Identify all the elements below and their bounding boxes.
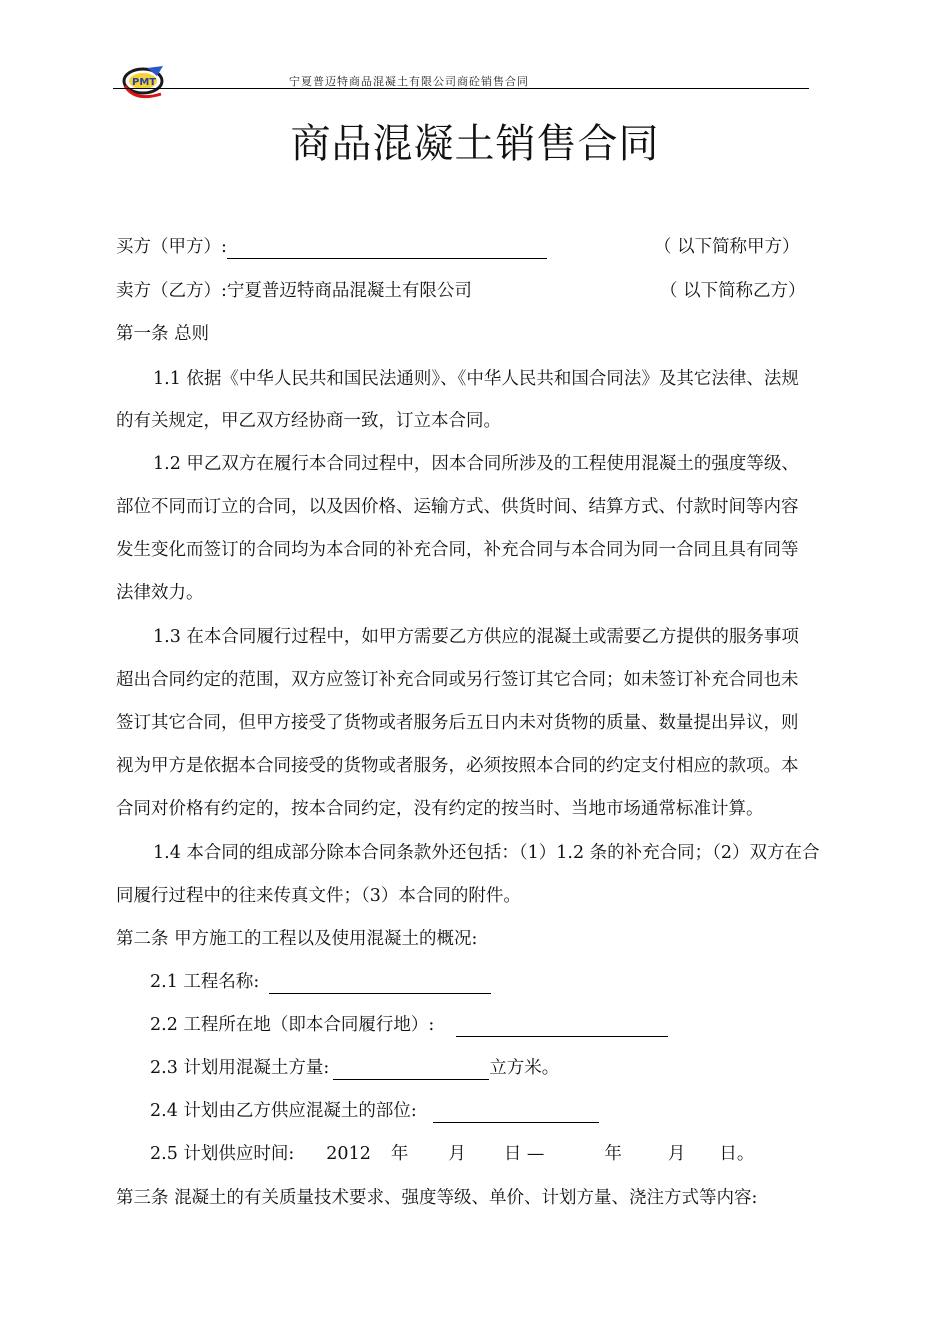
volume-unit: 立方米。 xyxy=(489,1058,560,1078)
article1-line: 法律效力。 xyxy=(116,583,204,603)
buyer-note: （ 以下简称甲方） xyxy=(654,237,800,257)
supply-time-label: 2.5 计划供应时间: xyxy=(150,1144,295,1164)
article1-line: 1.1 依据《中华人民共和国民法通则》、《中华人民共和国合同法》及其它法律、法规 xyxy=(153,369,799,389)
volume-blank[interactable] xyxy=(333,1059,489,1080)
item-2-1-row xyxy=(150,970,491,994)
seller-label: 卖方（乙方）: xyxy=(116,281,227,301)
project-location-label: 2.2 工程所在地（即本合同履行地）: xyxy=(150,1015,435,1035)
supply-month-char: 月 xyxy=(448,1144,466,1164)
svg-text:PMT: PMT xyxy=(132,77,157,88)
article1-line: 1.3 在本合同履行过程中，如甲方需要乙方供应的混凝土或需要乙方提供的服务事项 xyxy=(153,627,799,647)
article1-line: 视为甲方是依据本合同接受的货物或者服务，必须按照本合同的约定支付相应的款项。本 xyxy=(116,756,799,776)
project-location-blank[interactable] xyxy=(456,1016,668,1037)
article1-line: 发生变化而签订的合同均为本合同的补充合同，补充合同与本合同为同一合同且具有同等 xyxy=(116,540,799,560)
supply-part-label: 2.4 计划由乙方供应混凝土的部位: xyxy=(150,1101,417,1121)
buyer-row xyxy=(116,235,547,259)
article1-line: 部位不同而订立的合同，以及因价格、运输方式、供货时间、结算方式、付款时间等内容 xyxy=(116,497,799,517)
item-2-5-row xyxy=(150,1142,754,1166)
article1-line: 签订其它合同，但甲方接受了货物或者服务后五日内未对货物的质量、数量提出异议，则 xyxy=(116,713,799,733)
seller-name: 宁夏普迈特商品混凝土有限公司 xyxy=(226,281,472,301)
page-header xyxy=(113,64,809,104)
article2-heading: 第二条 甲方施工的工程以及使用混凝土的概况: xyxy=(116,929,478,949)
volume-label: 2.3 计划用混凝土方量: xyxy=(150,1058,330,1078)
supply-part-blank[interactable] xyxy=(433,1102,599,1123)
item-2-3-row xyxy=(150,1056,559,1080)
supply-end-day-char: 日。 xyxy=(719,1144,755,1164)
buyer-label: 买方（甲方）: xyxy=(116,237,227,257)
supply-start-year: 2012 xyxy=(326,1144,371,1164)
document-title: 商品混凝土销售合同 xyxy=(290,121,660,167)
article1-line: 超出合同约定的范围，双方应签订补充合同或另行签订其它合同；如未签订补充合同也未 xyxy=(116,670,799,690)
supply-end-year-char: 年 xyxy=(604,1144,622,1164)
supply-day-dash: 日 — xyxy=(503,1144,545,1164)
project-name-label: 2.1 工程名称: xyxy=(150,972,260,992)
supply-year-char: 年 xyxy=(390,1144,409,1164)
article1-heading: 第一条 总则 xyxy=(116,324,210,344)
item-2-4-row xyxy=(150,1099,599,1123)
article1-line: 合同对价格有约定的，按本合同约定，没有约定的按当时、当地市场通常标准计算。 xyxy=(116,799,764,819)
article1-line: 的有关规定，甲乙双方经协商一致，订立本合同。 xyxy=(116,411,501,431)
project-name-blank[interactable] xyxy=(269,973,491,994)
header-company-line: 宁夏普迈特商品混凝土有限公司商砼销售合同 xyxy=(289,75,529,88)
company-logo-icon xyxy=(117,64,171,104)
seller-row xyxy=(116,279,472,303)
supply-end-month-char: 月 xyxy=(667,1144,686,1164)
article3-heading: 第三条 混凝土的有关质量技术要求、强度等级、单价、计划方量、浇注方式等内容: xyxy=(116,1188,758,1208)
article1-line: 1.4 本合同的组成部分除本合同条款外还包括：（1）1.2 条的补充合同；（2）双方在合 xyxy=(153,843,820,863)
seller-note: （ 以下简称乙方） xyxy=(660,281,806,301)
buyer-name-blank[interactable] xyxy=(227,238,547,259)
item-2-2-row xyxy=(150,1013,668,1037)
article1-line: 1.2 甲乙双方在履行本合同过程中，因本合同所涉及的工程使用混凝土的强度等级、 xyxy=(153,454,799,474)
article1-line: 同履行过程中的往来传真文件；（3）本合同的附件。 xyxy=(116,886,521,906)
header-divider xyxy=(113,88,809,89)
